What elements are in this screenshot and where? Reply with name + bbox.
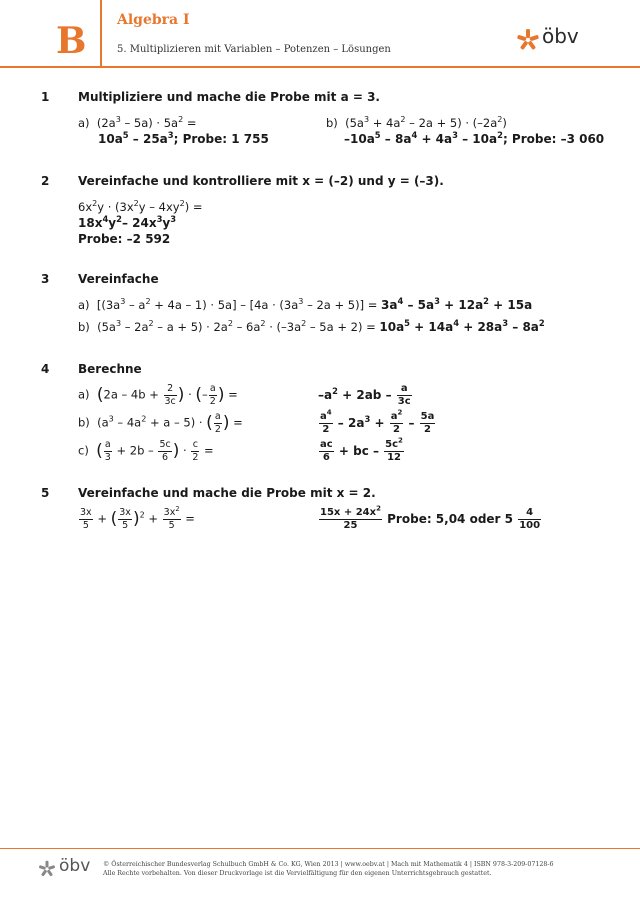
fraction: $\frac{a}{3}$ xyxy=(104,439,111,463)
copyright-notice xyxy=(103,860,554,878)
exercise-number: 5 xyxy=(41,486,50,500)
logo-text: öbv xyxy=(542,24,579,48)
exercise-4b-task: b) $(a^3 - 4a^2 + a - 5)$ · ( $\frac{a}{2}$ ) = xyxy=(78,411,243,435)
exercise-4b-answer: $\frac{a^4}{2}$ – $2a^3$ + $\frac{a^2}{2}$ – $\frac{5a}{2}$ xyxy=(320,408,435,435)
exercise-1a-answer: $10a^5 - 25a^3$; Probe: 1 755 xyxy=(98,130,269,146)
exercise-4c-task: c) ( $\frac{a}{3}$ + 2b – $\frac{5c}{6}$ ) · $\frac{c}{2}$ = xyxy=(78,439,214,463)
exercise-5-answer: $\frac{15x + 24x^2}{25}$ Probe: 5,04 oder 5 $\frac{4}{100}$ xyxy=(320,504,541,531)
header-divider-vertical xyxy=(100,0,102,67)
fraction: $\frac{3x}{5}$ xyxy=(119,507,131,531)
exercise-title: Vereinfache und kontrolliere mit x = (–2) und y = (–3). xyxy=(78,174,444,188)
fraction: $\frac{a}{3c}$ xyxy=(397,383,411,407)
publisher-logo xyxy=(516,24,591,52)
fraction: $\frac{a^4}{2}$ xyxy=(320,408,332,435)
exercise-title: Berechne xyxy=(78,362,142,376)
page-header xyxy=(0,0,640,67)
exercise-4c-answer: $\frac{ac}{6}$ + bc – $\frac{5c^2}{12}$ xyxy=(320,436,403,463)
exercise-4a-task: a) (2a – 4b + $\frac{2}{3c}$ ) · (– $\frac{a}{2}$ ) = xyxy=(78,383,238,407)
footer-divider xyxy=(0,848,640,849)
exercise-1a-task: a) $(2a^3 - 5a) \cdot 5a^2$ = xyxy=(78,115,197,130)
exercise-5-task: $\frac{3x}{5}$ + ( $\frac{3x}{5}$ )$^2$ + $\frac{3x^2}{5}$ = xyxy=(80,504,195,531)
exercise-4a-answer: $-a^2 + 2ab$ – $\frac{a}{3c}$ xyxy=(318,383,411,407)
fraction: $\frac{c}{2}$ xyxy=(192,439,199,463)
exercise-2-answer: $18x^4y^2-$ $24x^3y^3$ xyxy=(78,214,177,230)
fraction: $\frac{5a}{2}$ xyxy=(420,411,435,435)
chapter-letter: B xyxy=(56,20,87,62)
fraction: $\frac{5c^2}{12}$ xyxy=(385,436,403,463)
oebv-star-icon xyxy=(516,28,540,52)
footer-publisher-logo xyxy=(38,856,98,880)
fraction: $\frac{4}{100}$ xyxy=(519,507,541,531)
fraction: $\frac{5c}{6}$ xyxy=(159,439,171,463)
exercise-3a: a) $[(3a^3 - a^2 + 4a - 1) \cdot 5a] - [4a \cdot (3a^3 - 2a + 5)] = 3a^4 - 5a^3 + 12a^2 + 15a$ xyxy=(78,296,533,312)
chapter-title: Algebra I xyxy=(117,12,190,28)
chapter-subtitle: 5. Multiplizieren mit Variablen – Potenzen – Lösungen xyxy=(117,44,391,55)
footer-logo-text: öbv xyxy=(59,856,91,876)
exercise-title: Vereinfache xyxy=(78,272,159,286)
fraction: $\frac{a^2}{2}$ xyxy=(390,408,403,435)
exercise-2-check: Probe: –2 592 xyxy=(78,232,171,246)
fraction: $\frac{15x + 24x^2}{25}$ xyxy=(320,504,381,531)
fraction: $\frac{2}{3c}$ xyxy=(164,383,176,407)
exercise-1b-task: b) $(5a^3 + 4a^2 - 2a + 5) \cdot (-2a^2)$ xyxy=(326,115,507,130)
exercise-number: 1 xyxy=(41,90,50,104)
fraction: $\frac{a}{2}$ xyxy=(209,383,216,407)
header-divider-horizontal xyxy=(0,66,640,68)
oebv-star-icon xyxy=(38,860,56,878)
exercise-number: 3 xyxy=(41,272,50,286)
fraction: $\frac{3x^2}{5}$ xyxy=(163,504,180,531)
copyright-line-2: Alle Rechte vorbehalten. Von dieser Druckvorlage ist die Vervielfältigung für den eigenen Unterrichtsgebrauch gestattet. xyxy=(103,870,492,877)
exercise-number: 2 xyxy=(41,174,50,188)
fraction: $\frac{ac}{6}$ xyxy=(320,439,333,463)
exercise-number: 4 xyxy=(41,362,50,376)
exercise-title: Vereinfache und mache die Probe mit x = 2. xyxy=(78,486,376,500)
exercise-title: Multipliziere und mache die Probe mit a = 3. xyxy=(78,90,380,104)
exercise-3b: b) $(5a^3 - 2a^2 - a + 5) \cdot 2a^2 - 6a^2 \cdot (-3a^2 - 5a + 2) = 10a^5 + 14a^4 + 28a^3 - 8a^2$ xyxy=(78,318,545,334)
fraction: $\frac{3x}{5}$ xyxy=(80,507,92,531)
exercise-2-task: $6x^2y \cdot (3x^2y - 4xy^2)$ = xyxy=(78,199,203,214)
exercise-1b-answer: $-10a^5 - 8a^4 + 4a^3 - 10a^2$; Probe: –3 060 xyxy=(344,130,605,146)
copyright-line-1: © Österreichischer Bundesverlag Schulbuch GmbH & Co. KG, Wien 2013 | www.oebv.at | Mach mit Mathematik 4 | ISBN 978-3-209-07128-6 xyxy=(103,861,554,868)
fraction: $\frac{a}{2}$ xyxy=(214,411,221,435)
